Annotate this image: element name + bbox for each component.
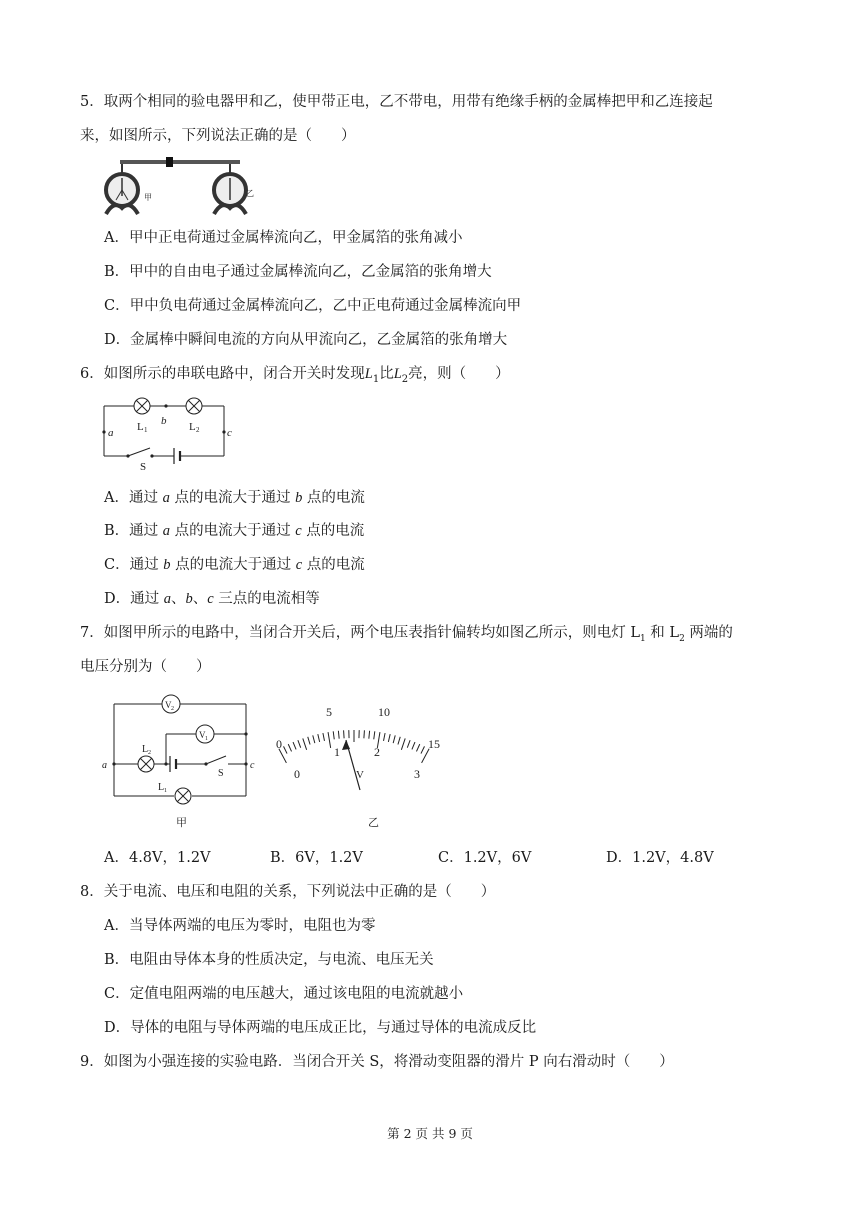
svg-text:L: L — [142, 744, 149, 755]
q6-stem: 6．如图所示的串联电路中，闭合开关时发现$L_1$比$L_2$亮，则（ ） — [80, 366, 510, 385]
dial-unit: V — [356, 769, 364, 781]
q5-option-b: B．甲中的自由电子通过金属棒流向乙，乙金属箔的张角增大 — [104, 264, 492, 280]
q7-stem-line2: 电压分别为（ ） — [80, 659, 211, 675]
q7-option-a: A．4.8V，1.2V — [104, 850, 211, 866]
q7-stem-line1: 7．如图甲所示的电路中，当闭合开关后，两个电压表指针偏转均如图乙所示，则电灯 $L_1$ 和 $L_2$ 两端的 — [80, 625, 733, 644]
dial-inner-label-0: 0 — [294, 767, 300, 781]
svg-text:S: S — [140, 461, 147, 473]
svg-text:2: 2 — [148, 750, 151, 756]
dial-outer-label-5: 5 — [326, 705, 332, 719]
q5-option-a: A．甲中正电荷通过金属棒流向乙，甲金属箔的张角减小 — [104, 230, 463, 246]
dial-tick — [412, 742, 415, 749]
q5-option-d: D．金属棒中瞬间电流的方向从甲流向乙，乙金属箔的张角增大 — [104, 332, 508, 348]
electroscope-a-label: 甲 — [144, 193, 152, 202]
q5-stem-line2: 来，如图所示，下列说法正确的是（ ） — [80, 128, 356, 144]
voltmeter-dial-figure — [270, 700, 440, 832]
svg-text:V: V — [199, 730, 206, 740]
svg-text:1: 1 — [205, 736, 208, 742]
svg-text:a: a — [108, 427, 114, 439]
q5-stem-line1: 5．取两个相同的验电器甲和乙，使甲带正电，乙不带电，用带有绝缘手柄的金属棒把甲和乙连接起 — [80, 94, 713, 110]
svg-text:L: L — [189, 421, 196, 433]
page-footer: 第 2 页 共 9 页 — [387, 1126, 473, 1141]
circuit-caption: 甲 — [176, 817, 187, 829]
svg-text:1: 1 — [164, 788, 167, 794]
svg-text:L: L — [137, 421, 144, 433]
svg-text:a: a — [102, 760, 107, 771]
svg-text:2: 2 — [171, 706, 174, 712]
q5-option-c: C．甲中负电荷通过金属棒流向乙，乙中正电荷通过金属棒流向甲 — [104, 298, 522, 314]
q7-option-d: D．1.2V，4.8V — [606, 850, 714, 866]
q6-option-d: D．通过 a、b、c 三点的电流相等 — [104, 591, 320, 607]
dial-tick — [293, 742, 296, 749]
dial-tick — [369, 731, 370, 739]
q6-option-a: A．通过 a 点的电流大于通过 b 点的电流 — [104, 490, 365, 506]
dial-tick — [333, 731, 334, 739]
electroscope-b-label: 乙 — [246, 189, 254, 198]
dial-tick — [303, 738, 307, 749]
svg-text:L: L — [158, 782, 165, 793]
dial-tick — [288, 744, 291, 751]
q7-options — [104, 848, 724, 868]
electroscope-figure — [100, 156, 260, 218]
dial-caption: 乙 — [368, 817, 379, 829]
dial-tick — [401, 738, 405, 749]
svg-text:b: b — [161, 415, 167, 427]
q7-option-c: C．1.2V，6V — [438, 850, 532, 866]
dial-tick — [421, 746, 425, 753]
dial-outer-label-0: 0 — [276, 737, 282, 751]
dial-tick — [388, 734, 390, 742]
dial-tick — [328, 732, 331, 748]
dial-tick — [318, 734, 320, 742]
q8-option-d: D．导体的电阻与导体两端的电压成正比，与通过导体的电流成反比 — [104, 1020, 537, 1036]
q8-option-b: B．电阻由导体本身的性质决定，与电流、电压无关 — [104, 952, 434, 968]
svg-text:V: V — [165, 700, 172, 710]
dial-inner-label-3: 3 — [414, 767, 420, 781]
dial-outer-label-15: 15 — [428, 737, 440, 751]
dial-tick — [313, 735, 315, 743]
svg-text:S: S — [218, 768, 224, 779]
dial-inner-label-2: 2 — [374, 745, 380, 759]
q6-option-b: B．通过 a 点的电流大于通过 c 点的电流 — [104, 523, 365, 539]
dial-inner-label-1: 1 — [334, 745, 340, 759]
dial-tick — [364, 730, 365, 738]
dial-tick — [398, 737, 400, 745]
dial-tick — [416, 744, 419, 751]
dial-tick — [298, 740, 301, 747]
svg-text:1: 1 — [144, 426, 148, 434]
q8-option-a: A．当导体两端的电压为零时，电阻也为零 — [104, 918, 376, 934]
q8-option-c: C．定值电阻两端的电压越大，通过该电阻的电流就越小 — [104, 986, 464, 1002]
dial-tick — [374, 731, 375, 739]
dial-tick — [323, 733, 325, 741]
voltmeter-circuit-figure — [100, 690, 260, 832]
q9-stem: 9．如图为小强连接的实验电路．当闭合开关 S，将滑动变阻器的滑片 P 向右滑动时（ ） — [80, 1054, 674, 1070]
dial-tick — [384, 733, 386, 741]
dial-tick — [393, 735, 395, 743]
svg-text:c: c — [250, 760, 255, 771]
q6-option-c: C．通过 b 点的电流大于通过 c 点的电流 — [104, 557, 365, 573]
q8-stem: 8．关于电流、电压和电阻的关系，下列说法中正确的是（ ） — [80, 884, 496, 900]
dial-tick — [344, 730, 345, 738]
dial-tick — [338, 731, 339, 739]
dial-tick — [284, 746, 288, 753]
svg-text:2: 2 — [196, 426, 200, 434]
series-circuit-figure — [100, 394, 240, 473]
dial-outer-label-10: 10 — [378, 705, 390, 719]
q7-option-b: B．6V，1.2V — [270, 850, 363, 866]
dial-tick — [407, 740, 410, 747]
svg-text:c: c — [227, 427, 232, 439]
dial-tick — [308, 737, 310, 745]
